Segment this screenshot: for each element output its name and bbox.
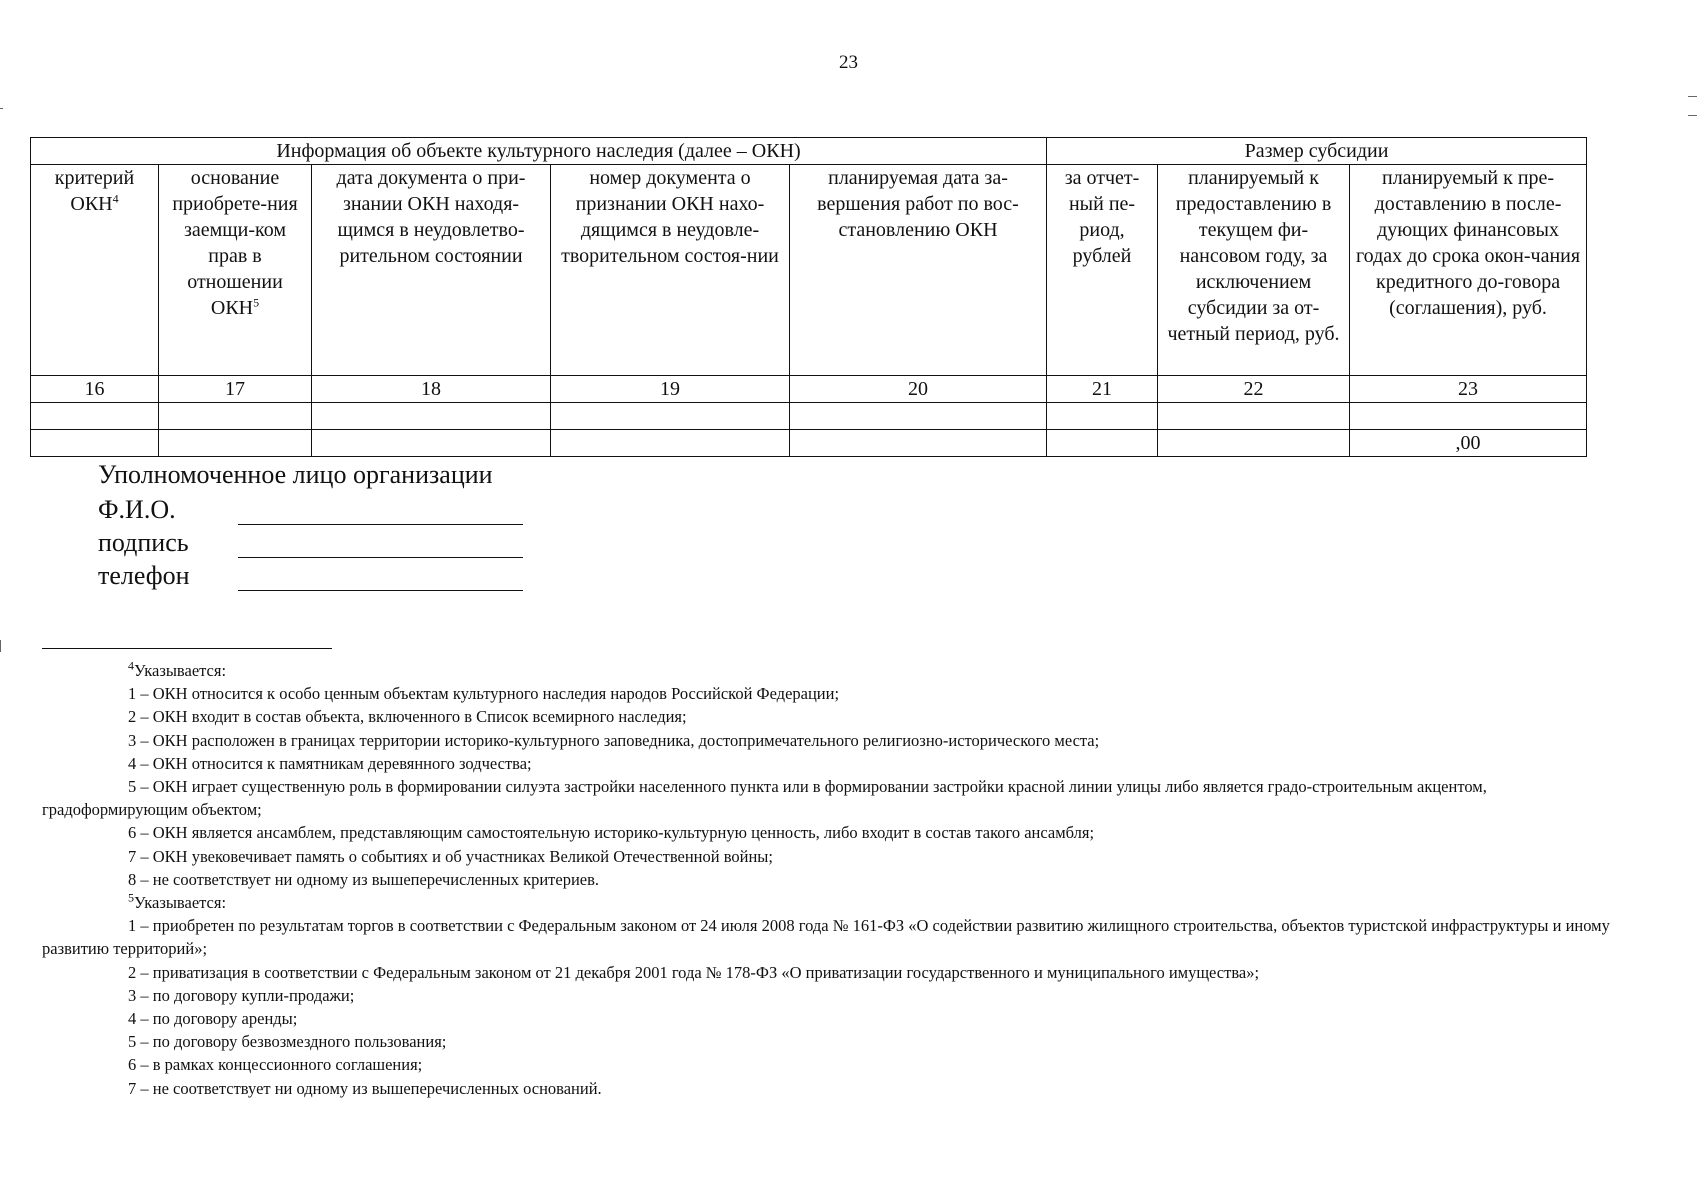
column-number: 16 xyxy=(31,376,159,403)
table-cell[interactable] xyxy=(551,403,790,430)
signature-block xyxy=(98,458,523,591)
footnote-item: 6 – в рамках концессионного соглашения; xyxy=(128,1055,423,1075)
signature-title: Уполномоченное лицо организации xyxy=(98,460,493,489)
table-row xyxy=(31,403,1587,430)
phone-field[interactable] xyxy=(238,568,523,591)
footnote-item: 7 – ОКН увековечивает память о событиях и об участниках Великой Отечественной войны; xyxy=(128,846,773,866)
column-header-document-number: номер документа о признании ОКН нахо-дящимся в неудовле-творительном состоя-нии xyxy=(551,165,790,376)
table-row xyxy=(31,430,1587,457)
sign-field[interactable] xyxy=(238,535,523,558)
sign-row xyxy=(98,525,523,558)
column-header-planned-completion: планируемая дата за-вершения работ по вос-становлению ОКН xyxy=(790,165,1047,376)
table-cell[interactable] xyxy=(1047,430,1158,457)
table-cell[interactable] xyxy=(31,430,159,457)
table-cell[interactable] xyxy=(312,403,551,430)
footnote-item: 6 – ОКН является ансамблем, представляющим самостоятельную историко-культурную ценность, либо входит в состав такого ансамбля; xyxy=(128,823,1095,843)
footnote-item: 5 – по договору безвозмездного пользования; xyxy=(128,1032,447,1052)
table-cell[interactable] xyxy=(551,430,790,457)
table-cell[interactable] xyxy=(1350,403,1587,430)
footnote-item: 2 – ОКН входит в состав объекта, включенного в Список всемирного наследия; xyxy=(128,707,687,727)
footnote-item: 4 – по договору аренды; xyxy=(128,1009,298,1029)
column-number: 19 xyxy=(551,376,790,403)
table-cell[interactable] xyxy=(159,430,312,457)
table-cell[interactable] xyxy=(1047,403,1158,430)
footnote-item: 1 – приобретен по результатам торгов в соответствии с Федеральным законом от 24 июля 2008 года № 161-ФЗ «О содействии развитию жилищного строительства, объектов туристской инфраструктуры и иному развитию территорий»; xyxy=(42,916,1610,959)
table-cell[interactable] xyxy=(790,430,1047,457)
footnote-item: 8 – не соответствует ни одному из вышеперечисленных критериев. xyxy=(128,869,600,889)
column-header-criterion: критерий ОКН$^4$ xyxy=(31,165,159,376)
column-header-following-years: планируемый к пре-доставлению в после-дующих финансовых годах до срока окон-чания кредитного до-говора (соглашения), руб. xyxy=(1350,165,1587,376)
sign-label: подпись xyxy=(98,528,189,557)
scan-edge-mark xyxy=(1688,115,1697,116)
page-number: 23 xyxy=(839,52,858,73)
column-header-current-year: планируемый к предоставлению в текущем фи-нансовом году, за исключением субсидии за от-четный период, руб. xyxy=(1158,165,1350,376)
footnote-item: 3 – по договору купли-продажи; xyxy=(128,985,355,1005)
group-header-subsidy: Размер субсидии xyxy=(1047,138,1587,165)
footnotes xyxy=(42,659,1632,1100)
table-cell[interactable] xyxy=(31,403,159,430)
footnote-item: 7 – не соответствует ни одному из вышеперечисленных оснований. xyxy=(128,1078,602,1098)
scan-edge-mark xyxy=(1688,96,1697,97)
column-header-basis: основание приобрете-ния заемщи-ком прав в отношении ОКН$^5$ xyxy=(159,165,312,376)
table-cell[interactable] xyxy=(159,403,312,430)
column-header-reporting-period: за отчет-ный пе-риод, рублей xyxy=(1047,165,1158,376)
footnote-4-title: $^4$Указывается: xyxy=(128,658,227,680)
column-number: 23 xyxy=(1350,376,1587,403)
phone-label: телефон xyxy=(98,561,190,590)
group-header-okn-info: Информация об объекте культурного наследия (далее – ОКН) xyxy=(31,138,1047,165)
column-header-document-date: дата документа о при-знании ОКН находя-щимся в неудовлетво-рительном состоянии xyxy=(312,165,551,376)
column-number: 18 xyxy=(312,376,551,403)
fio-label: Ф.И.О. xyxy=(98,495,176,524)
okn-info-table xyxy=(30,137,1587,457)
footnote-item: 1 – ОКН относится к особо ценным объектам культурного наследия народов Российской Федерации; xyxy=(128,684,840,704)
column-number: 22 xyxy=(1158,376,1350,403)
column-number: 20 xyxy=(790,376,1047,403)
column-number: 17 xyxy=(159,376,312,403)
footnote-item: 3 – ОКН расположен в границах территории историко-культурного заповедника, достопримечательного религиозно-исторического места; xyxy=(128,730,1100,750)
table-cell[interactable] xyxy=(1158,430,1350,457)
column-numbers-row xyxy=(31,376,1587,403)
table-cell[interactable] xyxy=(312,430,551,457)
fio-field[interactable] xyxy=(238,502,523,525)
footnote-item: 2 – приватизация в соответствии с Федеральным законом от 21 декабря 2001 года № 178-ФЗ «О приватизации государственного и муниципального имущества»; xyxy=(128,962,1260,982)
footnote-item: 4 – ОКН относится к памятникам деревянного зодчества; xyxy=(128,753,532,773)
footnote-5-title: $^5$Указывается: xyxy=(128,890,227,913)
fio-row xyxy=(98,492,523,525)
table-cell[interactable] xyxy=(790,403,1047,430)
footnote-separator xyxy=(42,648,332,649)
column-number: 21 xyxy=(1047,376,1158,403)
total-value-cell[interactable]: ,00 xyxy=(1350,430,1587,457)
scan-edge-mark xyxy=(0,640,1,652)
table-cell[interactable] xyxy=(1158,403,1350,430)
footnote-item: 5 – ОКН играет существенную роль в формировании силуэта застройки населенного пункта или в формировании застройки красной линии улицы либо является градо-строительным акцентом, градоформирующим объектом; xyxy=(42,777,1487,820)
phone-row xyxy=(98,558,523,591)
scan-edge-mark xyxy=(0,108,3,109)
